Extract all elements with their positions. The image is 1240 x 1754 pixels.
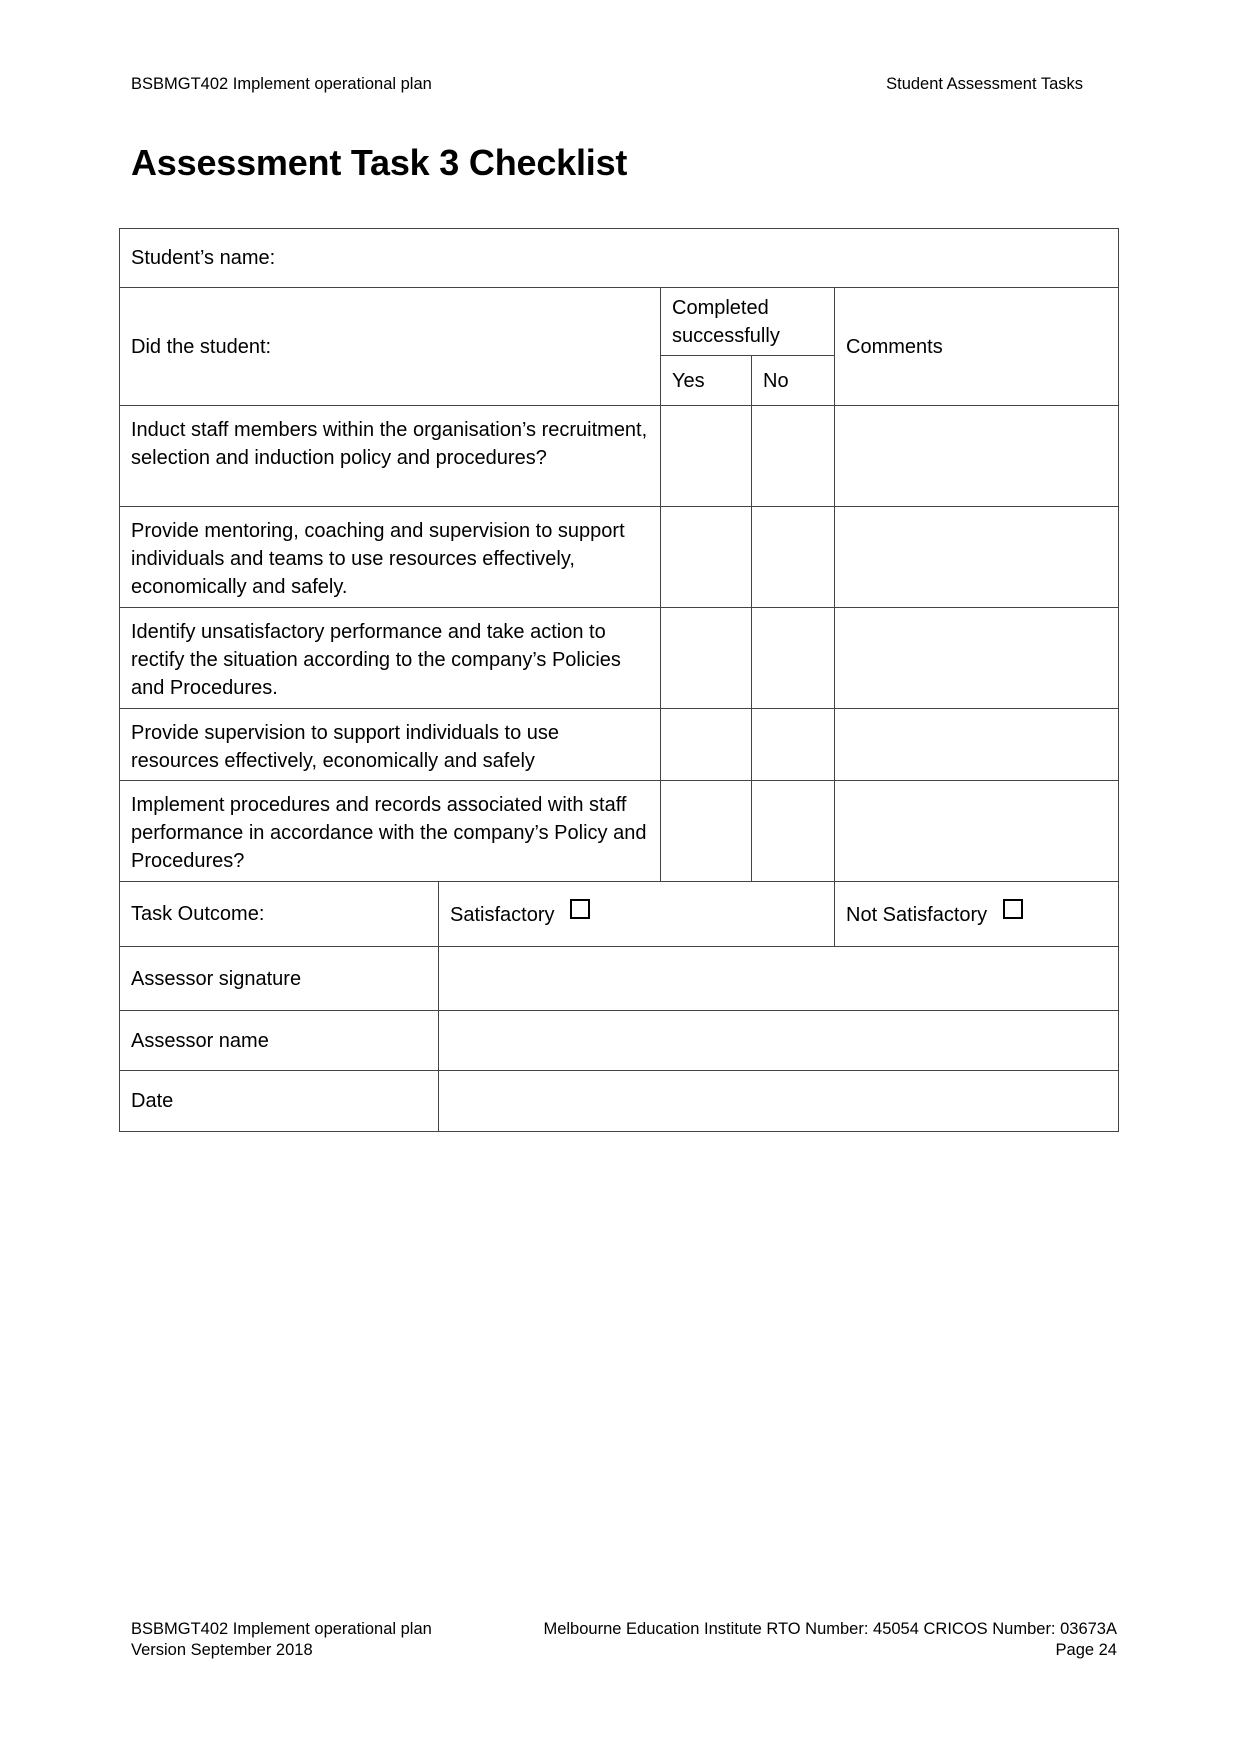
yes-cell[interactable] (661, 507, 752, 608)
table-row (120, 507, 1119, 608)
satisfactory-option[interactable] (439, 882, 835, 947)
no-cell[interactable] (752, 781, 835, 882)
checklist-item-text: Provide supervision to support individuals to use resources effectively, economically and safely (120, 709, 661, 781)
no-header: No (752, 356, 835, 406)
footer-version: Version September 2018 (131, 1641, 313, 1659)
footer-institute: Melbourne Education Institute RTO Number: 45054 CRICOS Number: 03673A (543, 1620, 1117, 1638)
not-satisfactory-checkbox[interactable] (1003, 899, 1023, 919)
checklist-item-text: Implement procedures and records associated with staff performance in accordance with the company’s Policy and Procedures? (120, 781, 661, 882)
comments-cell[interactable] (835, 406, 1119, 507)
checklist-item-text: Provide mentoring, coaching and supervision to support individuals and teams to use resources effectively, economically and safely. (120, 507, 661, 608)
assessor-name-label: Assessor name (120, 1011, 439, 1071)
assessment-checklist-table (119, 228, 1119, 1132)
comments-cell[interactable] (835, 709, 1119, 781)
yes-cell[interactable] (661, 608, 752, 709)
assessor-signature-label: Assessor signature (120, 947, 439, 1011)
footer-right (543, 1619, 1117, 1661)
no-cell[interactable] (752, 709, 835, 781)
footer-unit-title: BSBMGT402 Implement operational plan (131, 1620, 432, 1638)
page-number: Page 24 (1055, 1641, 1117, 1659)
table-row (120, 781, 1119, 882)
task-outcome-row (120, 882, 1119, 947)
comments-cell[interactable] (835, 507, 1119, 608)
table-row (120, 406, 1119, 507)
page-title: Assessment Task 3 Checklist (131, 142, 628, 183)
student-name-row (120, 229, 1119, 288)
checklist-header-row (120, 288, 1119, 356)
yes-header: Yes (661, 356, 752, 406)
table-row (120, 709, 1119, 781)
checklist-item-text: Induct staff members within the organisation’s recruitment, selection and induction policy and procedures? (120, 406, 661, 507)
checklist-item-text: Identify unsatisfactory performance and take action to rectify the situation according to the company’s Policies and Procedures. (120, 608, 661, 709)
yes-cell[interactable] (661, 709, 752, 781)
no-cell[interactable] (752, 507, 835, 608)
no-cell[interactable] (752, 406, 835, 507)
task-outcome-label: Task Outcome: (120, 882, 439, 947)
assessor-name-row (120, 1011, 1119, 1071)
comments-cell[interactable] (835, 608, 1119, 709)
no-cell[interactable] (752, 608, 835, 709)
yes-cell[interactable] (661, 781, 752, 882)
comments-header: Comments (835, 288, 1119, 406)
table-row (120, 608, 1119, 709)
completed-header: Completed successfully (661, 288, 835, 356)
student-name-field[interactable] (120, 229, 1119, 288)
assessor-signature-field[interactable] (439, 947, 1119, 1011)
footer-left (131, 1619, 432, 1661)
question-header: Did the student: (120, 288, 661, 406)
not-satisfactory-option[interactable] (835, 882, 1119, 947)
date-row (120, 1071, 1119, 1132)
yes-cell[interactable] (661, 406, 752, 507)
header-unit-title: BSBMGT402 Implement operational plan (131, 75, 432, 93)
assessor-signature-row (120, 947, 1119, 1011)
header-section-title: Student Assessment Tasks (886, 75, 1083, 93)
satisfactory-checkbox[interactable] (570, 899, 590, 919)
satisfactory-label: Satisfactory (450, 904, 555, 926)
date-field[interactable] (439, 1071, 1119, 1132)
student-name-label: Student’s name: (131, 247, 276, 269)
comments-cell[interactable] (835, 781, 1119, 882)
date-label: Date (120, 1071, 439, 1132)
assessor-name-field[interactable] (439, 1011, 1119, 1071)
not-satisfactory-label: Not Satisfactory (846, 904, 988, 926)
